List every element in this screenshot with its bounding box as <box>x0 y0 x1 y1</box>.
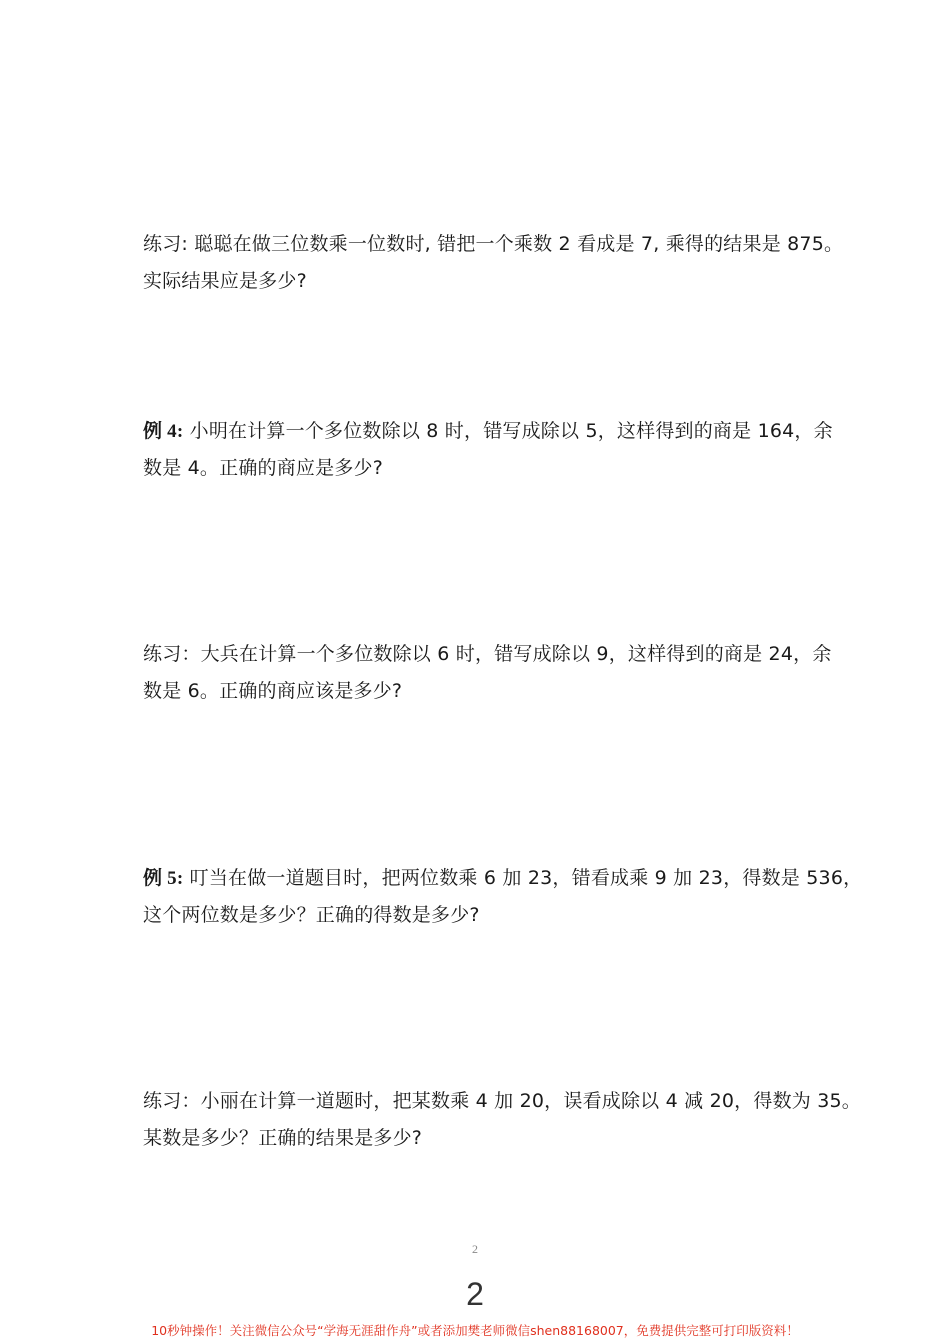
example-problem-4 <box>143 413 833 487</box>
problem-text: 叮当在做一道题目时，把两位数乘 6 加 23，错看成乘 9 加 23，得数是 536， <box>183 867 863 889</box>
problem-line: 练习：小丽在计算一道题时，把某数乘 4 加 20，误看成除以 4 减 20，得数为 35。 <box>143 1090 861 1112</box>
practice-problem-2 <box>143 636 832 710</box>
problem-line: 某数是多少？正确的结果是多少? <box>143 1127 423 1149</box>
problem-line: 这个两位数是多少？正确的得数是多少? <box>143 904 480 926</box>
page-number-large: 2 <box>466 1276 484 1312</box>
practice-problem-1 <box>143 226 844 300</box>
problem-text: 小明在计算一个多位数除以 8 时，错写成除以 5，这样得到的商是 164，余 <box>183 420 833 442</box>
problem-line <box>143 413 833 450</box>
problem-line: 练习：大兵在计算一个多位数除以 6 时，错写成除以 9，这样得到的商是 24，余 <box>143 643 832 665</box>
problem-line <box>143 860 863 897</box>
problem-line: 数是 6。正确的商应该是多少? <box>143 680 403 702</box>
problem-line: 数是 4。正确的商应是多少? <box>143 457 384 479</box>
footer-promo-text: 10秒钟操作！关注微信公众号“学海无涯甜作舟”或者添加樊老师微信shen88168007，免费提供完整可打印版资料！ <box>151 1323 799 1338</box>
example-problem-5 <box>143 860 863 934</box>
problem-line: 练习: 聪聪在做三位数乘一位数时, 错把一个乘数 2 看成是 7, 乘得的结果是 875。 <box>143 233 844 255</box>
practice-problem-3 <box>143 1083 861 1157</box>
example-label: 例 5: <box>143 868 184 889</box>
problem-line: 实际结果应是多少? <box>143 270 307 292</box>
page-number-small: 2 <box>472 1242 478 1256</box>
example-label: 例 4: <box>143 421 184 442</box>
